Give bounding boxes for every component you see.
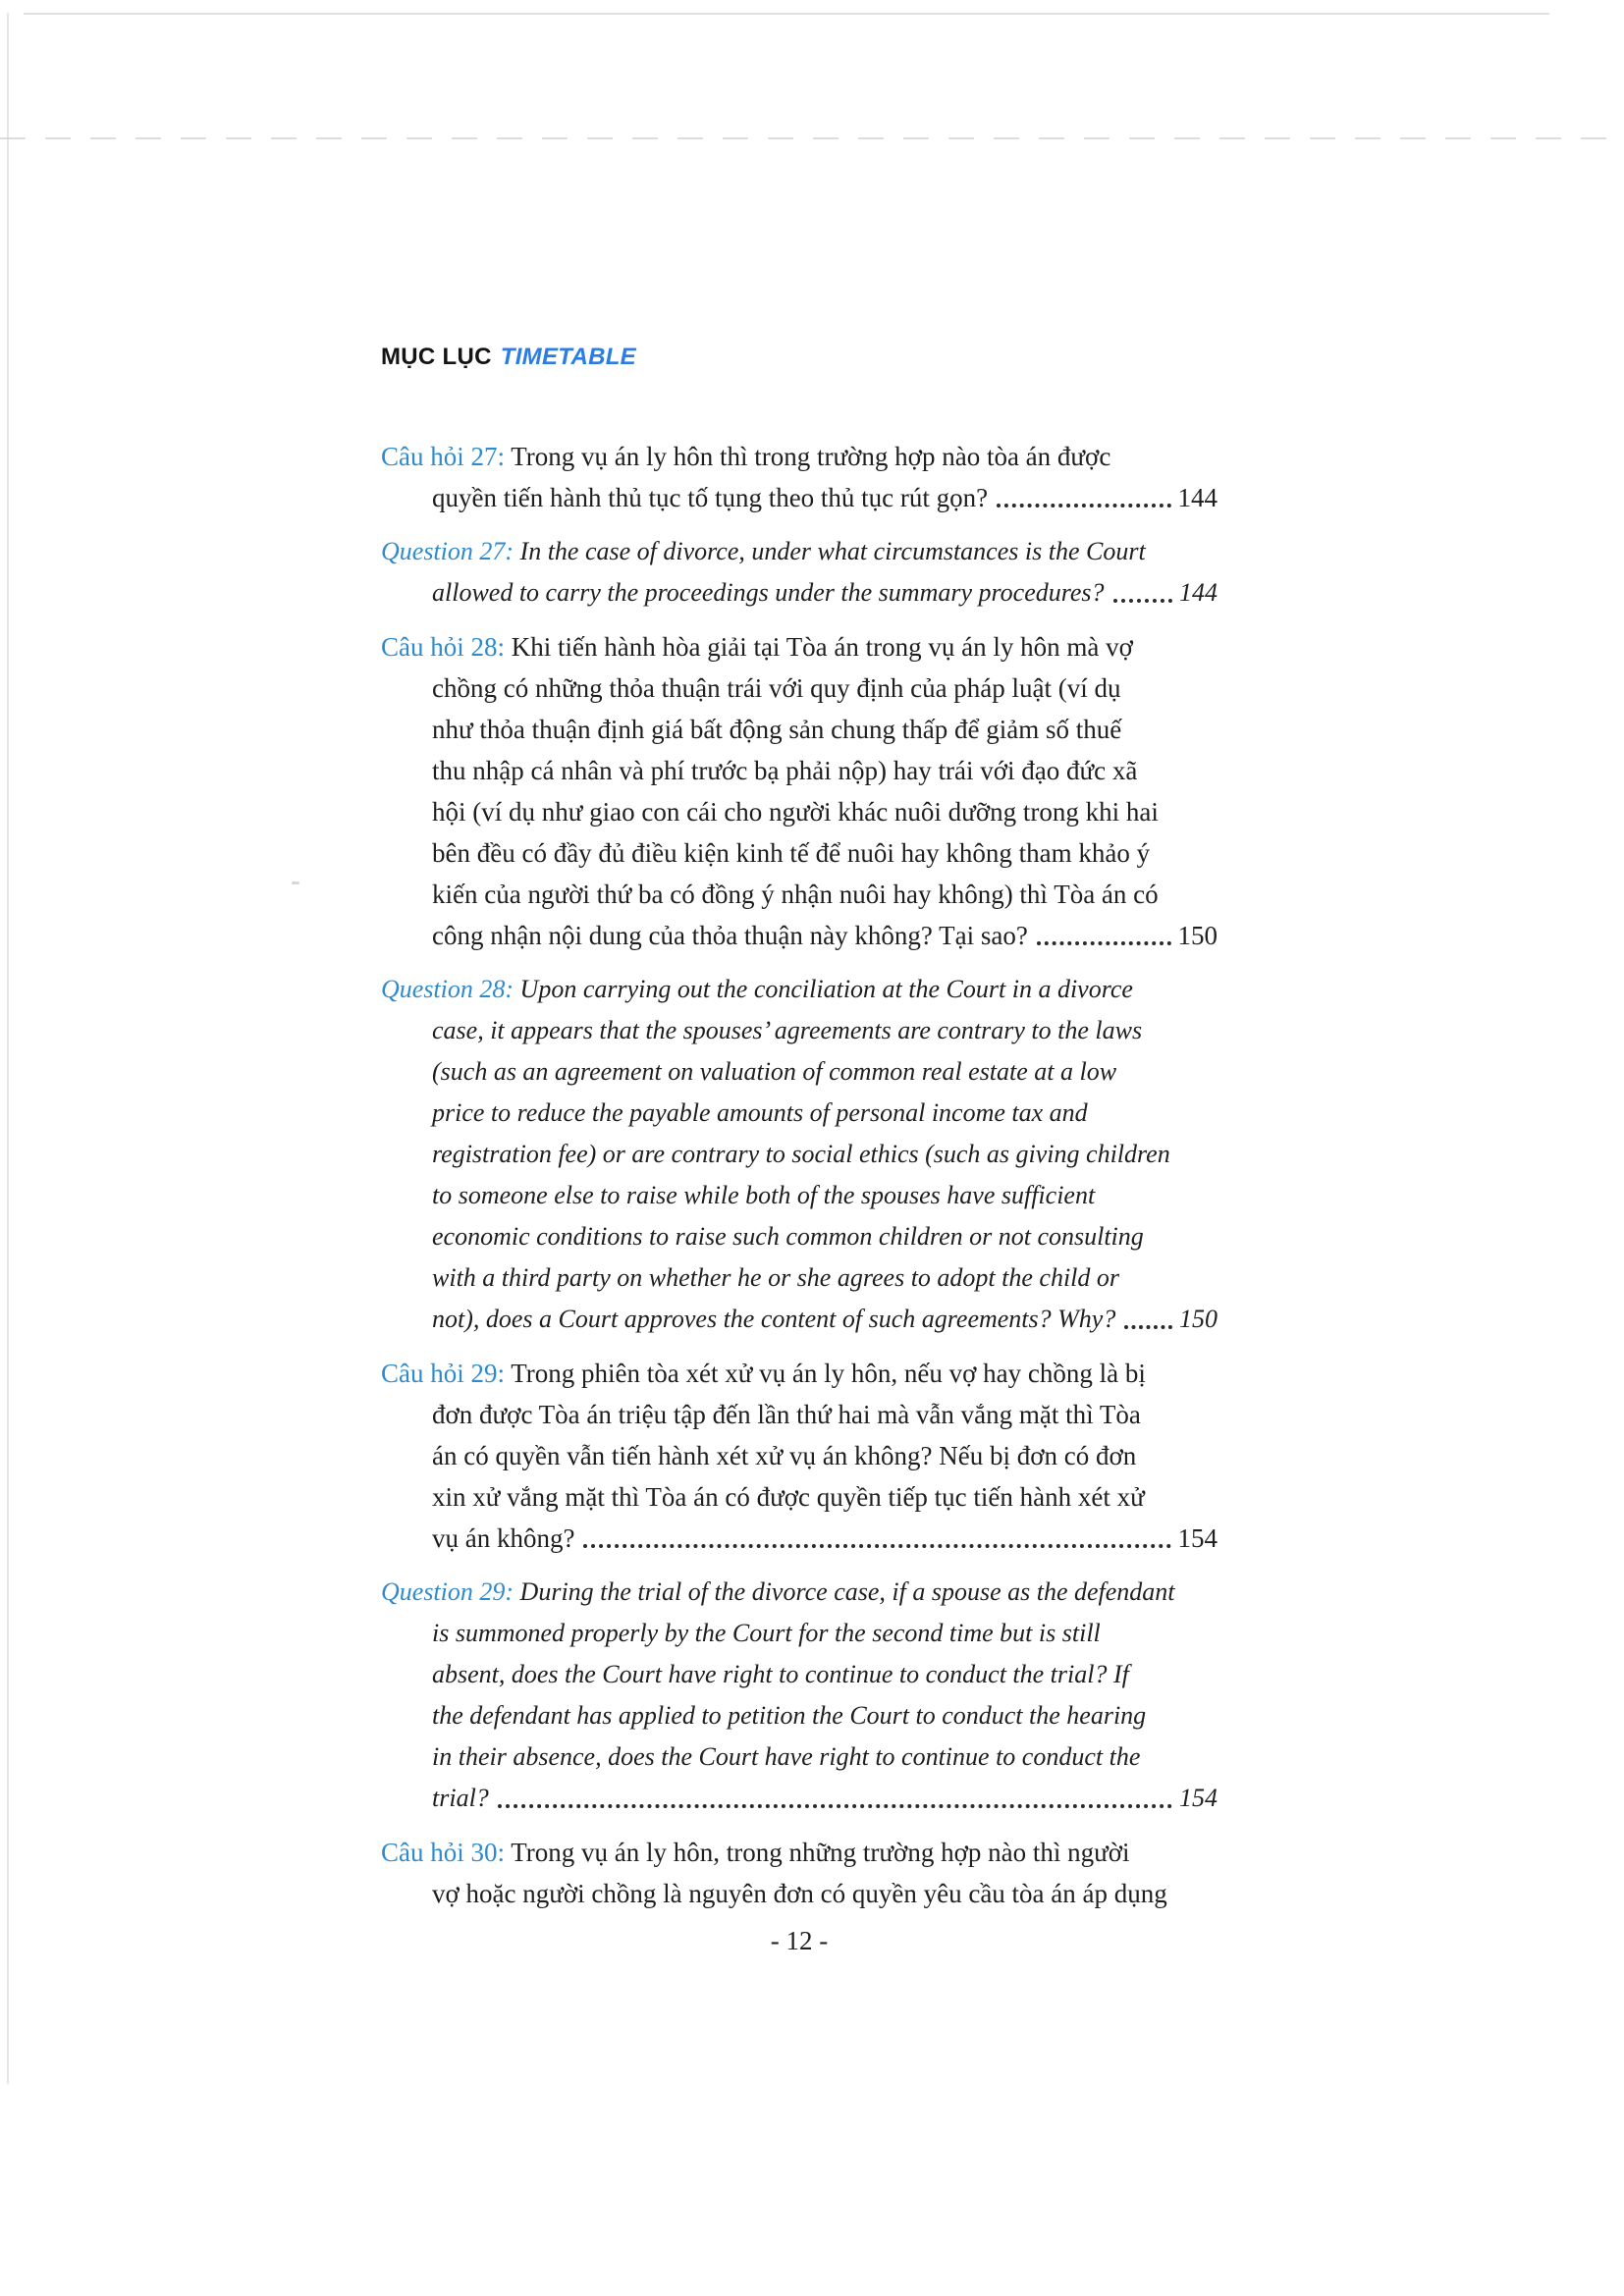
dotted-leader [583,1544,1170,1548]
toc-line [381,1778,1218,1819]
toc-line: the defendant has applied to petition the Court to conduct the hearing [432,1701,1147,1730]
question-label: Câu hỏi 28: [381,632,505,662]
toc-page-number: 154 [1179,1784,1218,1812]
toc-line: chồng có những thỏa thuận trái với quy định của pháp luật (ví dụ [432,673,1121,703]
toc-line [381,1299,1218,1340]
toc-entry [381,1572,1218,1819]
table-of-contents [381,436,1218,1927]
scan-artifact-top-line [24,13,1549,15]
toc-line: như thỏa thuận định giá bất động sản chung thấp để giảm số thuế [432,715,1122,744]
toc-page-number: 150 [1179,1305,1218,1333]
header-title-english: TIMETABLE [500,344,636,370]
toc-line [381,531,1218,572]
toc-line: hội (ví dụ như giao con cái cho người khác nuôi dưỡng trong khi hai [432,797,1159,827]
toc-line [381,572,1218,614]
question-label: Question 27: [381,537,514,565]
toc-line: to someone else to raise while both of the spouses have sufficient [432,1181,1096,1209]
toc-entry [381,1832,1218,1914]
toc-line-text: Trong vụ án ly hôn thì trong trường hợp nào tòa án được [511,442,1111,471]
toc-line-text: Khi tiến hành hòa giải tại Tòa án trong vụ án ly hôn mà vợ [511,632,1133,662]
header-title-vietnamese: MỤC LỤC [381,344,492,370]
dotted-leader [997,504,1170,507]
toc-line-text: In the case of divorce, under what circumstances is the Court [519,537,1146,565]
toc-line: case, it appears that the spouses’ agreements are contrary to the laws [432,1016,1143,1044]
toc-line-text: trial? [432,1784,489,1812]
dotted-leader [1037,941,1171,945]
scan-artifact-dashed-line [0,137,1624,139]
toc-line: (such as an agreement on valuation of common real estate at a low [432,1057,1117,1086]
toc-entry [381,531,1218,614]
toc-line: registration fee) or are contrary to social ethics (such as giving children [432,1140,1170,1168]
toc-page-number: 154 [1177,1523,1218,1553]
toc-line: in their absence, does the Court have right to continue to conduct the [432,1742,1141,1771]
toc-line [381,1518,1218,1559]
toc-line: is summoned properly by the Court for the second time but is still [432,1619,1101,1647]
dotted-leader [1124,1325,1172,1329]
toc-line-text: allowed to carry the proceedings under the summary procedures? [432,578,1105,607]
dotted-leader [1113,599,1172,603]
toc-page-number: 144 [1179,578,1218,607]
toc-line [381,626,1218,667]
toc-line: thu nhập cá nhân và phí trước bạ phải nộp) hay trái với đạo đức xã [432,756,1138,785]
toc-line: xin xử vắng mặt thì Tòa án có được quyền tiếp tục tiến hành xét xử [432,1482,1145,1512]
toc-line-text: During the trial of the divorce case, if a spouse as the defendant [519,1577,1175,1606]
question-label: Question 28: [381,975,514,1003]
page-header [381,344,636,371]
toc-line [381,436,1218,477]
toc-line: bên đều có đầy đủ điều kiện kinh tế để nuôi hay không tham khảo ý [432,838,1151,868]
toc-line-text: not), does a Court approves the content of such agreements? Why? [432,1305,1116,1333]
toc-line [381,477,1218,518]
toc-line: price to reduce the payable amounts of personal income tax and [432,1098,1088,1127]
question-label: Question 29: [381,1577,514,1606]
toc-line: đơn được Tòa án triệu tập đến lần thứ hai mà vẫn vắng mặt thì Tòa [432,1400,1141,1429]
toc-entry [381,436,1218,518]
toc-line: án có quyền vẫn tiến hành xét xử vụ án không? Nếu bị đơn có đơn [432,1441,1137,1470]
toc-line-text: Trong vụ án ly hôn, trong những trường hợp nào thì người [511,1838,1130,1867]
toc-entry [381,1353,1218,1559]
toc-line-text: công nhận nội dung của thỏa thuận này không? Tại sao? [432,921,1028,950]
toc-line [381,969,1218,1010]
dotted-leader [498,1804,1172,1808]
question-label: Câu hỏi 29: [381,1359,505,1388]
toc-line-text: Upon carrying out the conciliation at the Court in a divorce [519,975,1133,1003]
scan-artifact-left-line [7,13,9,2084]
toc-line: vợ hoặc người chồng là nguyên đơn có quyền yêu cầu tòa án áp dụng [432,1879,1167,1908]
question-label: Câu hỏi 30: [381,1838,505,1867]
toc-line-text: quyền tiến hành thủ tục tố tụng theo thủ tục rút gọn? [432,483,989,512]
toc-line: economic conditions to raise such common children or not consulting [432,1222,1144,1251]
scan-artifact-speck [292,881,299,884]
toc-line [381,1572,1218,1613]
toc-line [381,1353,1218,1394]
toc-line-text: Trong phiên tòa xét xử vụ án ly hôn, nếu vợ hay chồng là bị [511,1359,1146,1388]
toc-line: kiến của người thứ ba có đồng ý nhận nuôi hay không) thì Tòa án có [432,880,1159,909]
toc-line: absent, does the Court have right to continue to conduct the trial? If [432,1660,1129,1688]
page-number: - 12 - [770,1926,829,1955]
toc-line [381,915,1218,956]
toc-page-number: 144 [1177,483,1218,512]
toc-line [381,1832,1218,1873]
toc-entry [381,969,1218,1340]
question-label: Câu hỏi 27: [381,442,505,471]
toc-line-text: vụ án không? [432,1523,575,1553]
toc-page-number: 150 [1177,921,1218,950]
toc-entry [381,626,1218,956]
toc-line: with a third party on whether he or she agrees to adopt the child or [432,1263,1120,1292]
